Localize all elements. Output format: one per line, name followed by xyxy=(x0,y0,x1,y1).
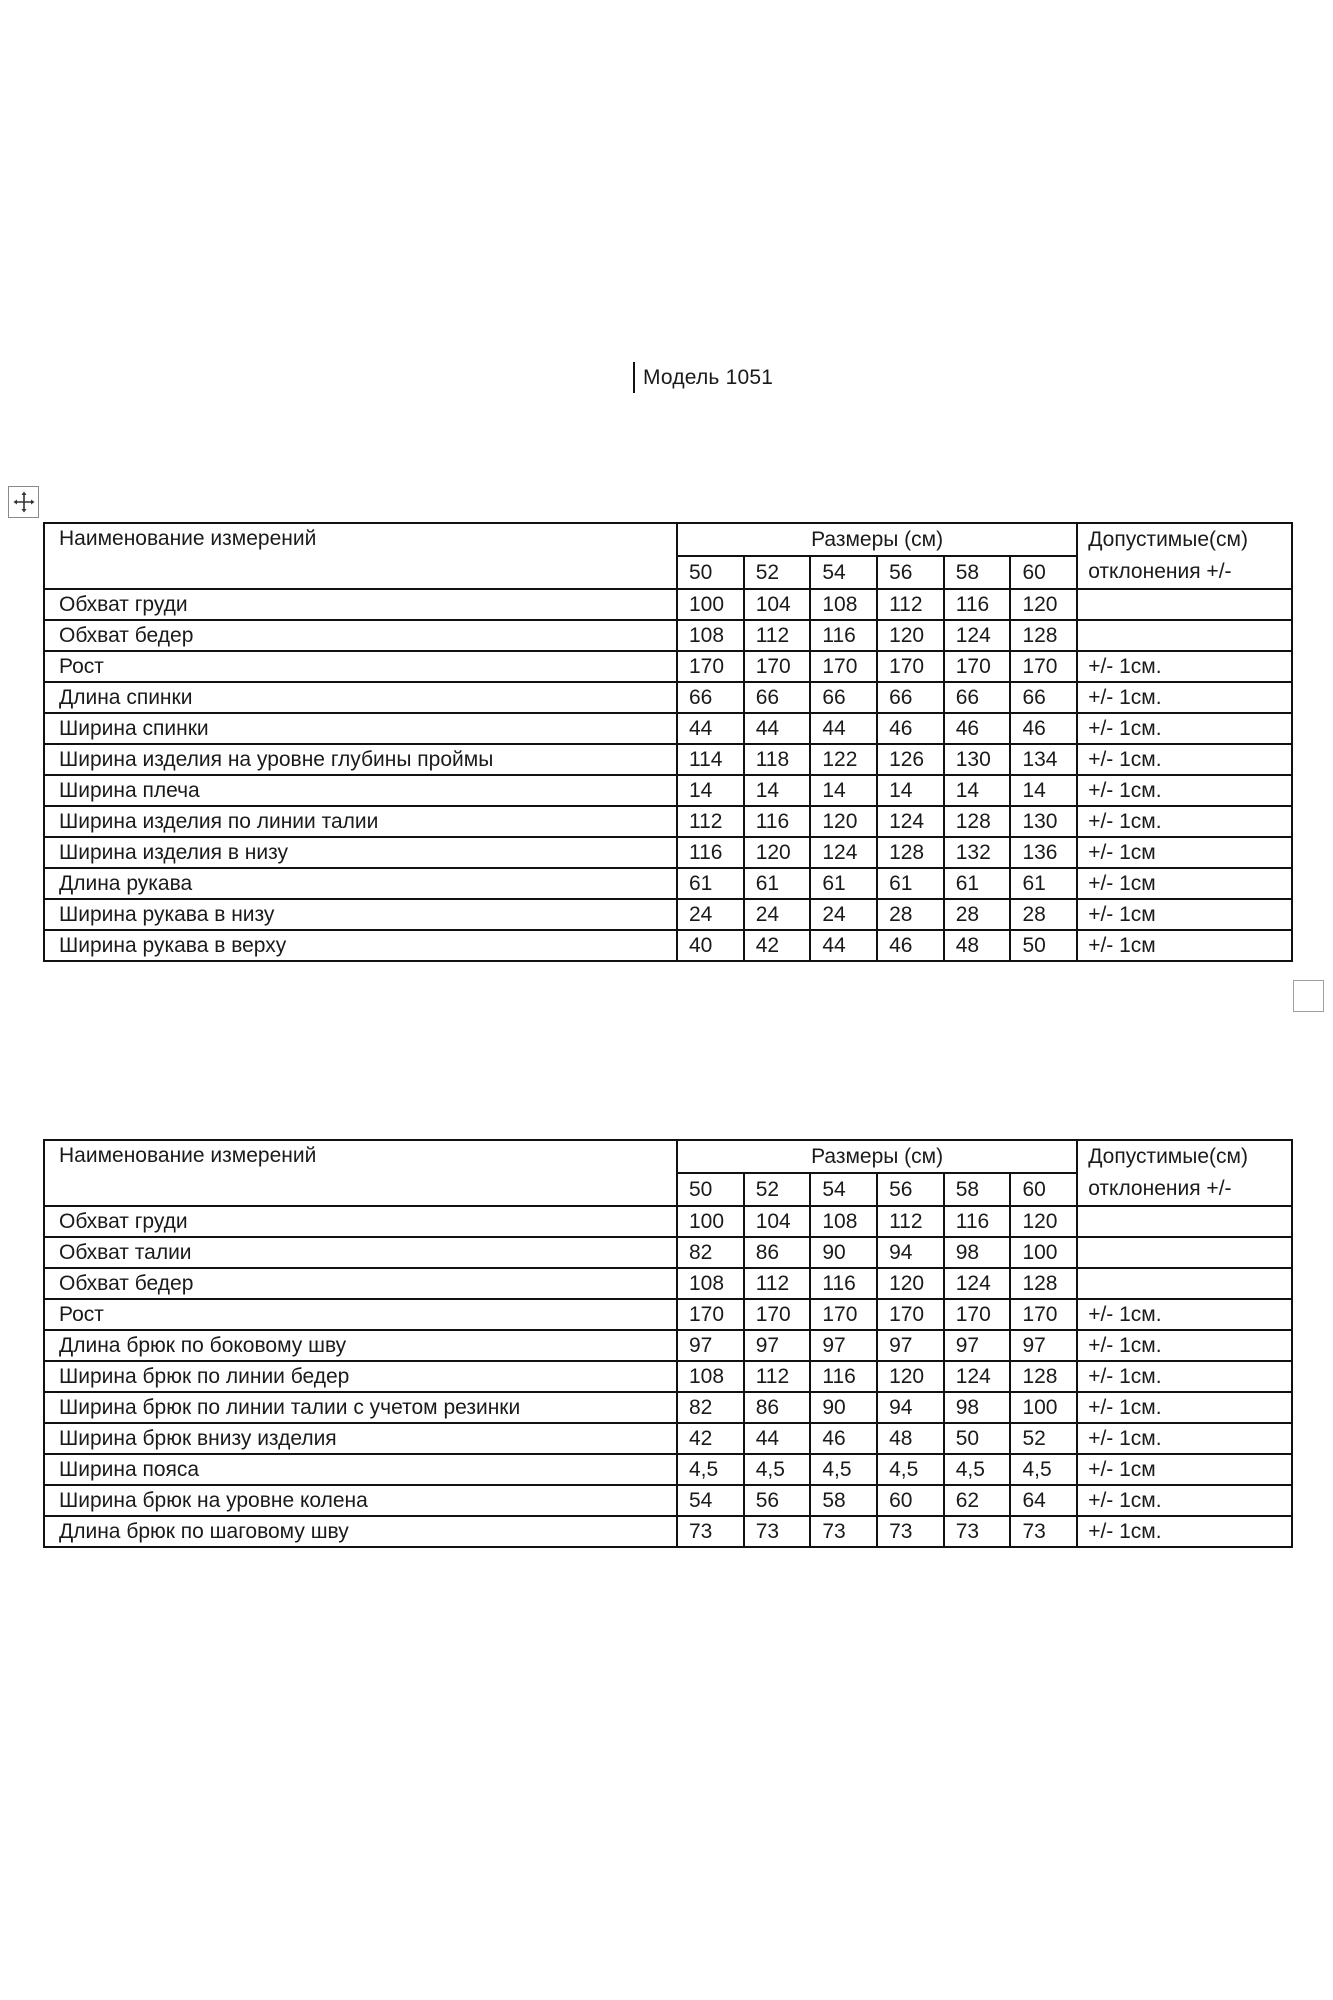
measurement-name: Обхват бедер xyxy=(44,620,677,651)
measurement-value: 73 xyxy=(1010,1516,1077,1547)
measurement-value: 112 xyxy=(877,589,944,620)
measurement-value: 108 xyxy=(677,1361,744,1392)
measurement-value: 97 xyxy=(877,1330,944,1361)
measurement-value: 120 xyxy=(877,1268,944,1299)
measurement-value: 61 xyxy=(944,868,1011,899)
measurement-value: 61 xyxy=(677,868,744,899)
measurement-name: Ширина пояса xyxy=(44,1454,677,1485)
tolerance-value xyxy=(1077,620,1292,651)
size-header-cell: 58 xyxy=(944,1173,1011,1206)
measurement-name: Ширина изделия в низу xyxy=(44,837,677,868)
table-move-handle[interactable] xyxy=(8,486,39,518)
measurement-value: 40 xyxy=(677,930,744,961)
measurement-value: 134 xyxy=(1010,744,1077,775)
table-row xyxy=(44,899,1292,930)
measurements-table-top xyxy=(43,522,1293,962)
measurement-value: 14 xyxy=(677,775,744,806)
measurement-value: 170 xyxy=(677,1299,744,1330)
measurement-value: 104 xyxy=(744,1206,811,1237)
tolerance-value xyxy=(1077,1206,1292,1237)
measurement-name: Обхват талии xyxy=(44,1237,677,1268)
measurement-name: Ширина плеча xyxy=(44,775,677,806)
measurement-value: 112 xyxy=(744,1268,811,1299)
tolerance-value: +/- 1см xyxy=(1077,930,1292,961)
measurement-value: 14 xyxy=(810,775,877,806)
measurement-value: 118 xyxy=(744,744,811,775)
measurement-value: 14 xyxy=(877,775,944,806)
tolerance-value: +/- 1см. xyxy=(1077,682,1292,713)
tolerance-value: +/- 1см. xyxy=(1077,651,1292,682)
measurement-value: 170 xyxy=(744,651,811,682)
table-row xyxy=(44,1361,1292,1392)
measurement-value: 124 xyxy=(944,1361,1011,1392)
measurement-value: 128 xyxy=(1010,620,1077,651)
measurement-value: 4,5 xyxy=(677,1454,744,1485)
measurement-name: Ширина рукава в верху xyxy=(44,930,677,961)
measurement-name: Ширина брюк по линии бедер xyxy=(44,1361,677,1392)
tolerance-label-line1: Допустимые(см) xyxy=(1088,1145,1248,1168)
measurement-value: 24 xyxy=(744,899,811,930)
measurement-value: 66 xyxy=(877,682,944,713)
size-header-cell: 56 xyxy=(877,556,944,589)
measurement-value: 116 xyxy=(810,1361,877,1392)
measurement-value: 14 xyxy=(944,775,1011,806)
text-cursor xyxy=(633,362,635,393)
measurement-value: 97 xyxy=(1010,1330,1077,1361)
measurement-value: 100 xyxy=(1010,1237,1077,1268)
measurement-value: 108 xyxy=(677,620,744,651)
table-row xyxy=(44,1392,1292,1423)
measurement-value: 120 xyxy=(810,806,877,837)
measurement-value: 66 xyxy=(677,682,744,713)
measurement-value: 120 xyxy=(1010,589,1077,620)
measurement-value: 97 xyxy=(744,1330,811,1361)
measurement-value: 4,5 xyxy=(744,1454,811,1485)
table-resize-handle[interactable] xyxy=(1293,980,1324,1012)
measurement-value: 73 xyxy=(944,1516,1011,1547)
size-header-cell: 58 xyxy=(944,556,1011,589)
measurement-name: Обхват груди xyxy=(44,1206,677,1237)
measurement-value: 116 xyxy=(810,1268,877,1299)
measurement-value: 58 xyxy=(810,1485,877,1516)
measurement-name: Ширина изделия на уровне глубины проймы xyxy=(44,744,677,775)
measurement-value: 170 xyxy=(1010,1299,1077,1330)
measurement-name: Ширина спинки xyxy=(44,713,677,744)
table-row xyxy=(44,1299,1292,1330)
measurement-value: 46 xyxy=(944,713,1011,744)
measurement-value: 170 xyxy=(944,651,1011,682)
measurement-name: Обхват груди xyxy=(44,589,677,620)
measurement-value: 108 xyxy=(810,589,877,620)
measurement-value: 112 xyxy=(677,806,744,837)
header-tolerance xyxy=(1077,523,1292,589)
size-header-cell: 52 xyxy=(744,556,811,589)
measurement-value: 61 xyxy=(1010,868,1077,899)
size-header-cell: 56 xyxy=(877,1173,944,1206)
measurement-value: 120 xyxy=(1010,1206,1077,1237)
header-row xyxy=(44,523,1292,556)
table-row xyxy=(44,744,1292,775)
table-row xyxy=(44,775,1292,806)
tolerance-value: +/- 1см xyxy=(1077,868,1292,899)
header-row xyxy=(44,1140,1292,1173)
measurement-value: 108 xyxy=(810,1206,877,1237)
measurement-value: 48 xyxy=(877,1423,944,1454)
tolerance-value: +/- 1см. xyxy=(1077,775,1292,806)
measurement-value: 170 xyxy=(810,651,877,682)
measurement-value: 100 xyxy=(677,1206,744,1237)
tolerance-value xyxy=(1077,1237,1292,1268)
measurement-name: Длина рукава xyxy=(44,868,677,899)
table-row xyxy=(44,1206,1292,1237)
measurement-value: 61 xyxy=(744,868,811,899)
measurement-value: 104 xyxy=(744,589,811,620)
tolerance-value: +/- 1см xyxy=(1077,1454,1292,1485)
measurement-value: 114 xyxy=(677,744,744,775)
measurement-value: 73 xyxy=(677,1516,744,1547)
measurement-value: 66 xyxy=(1010,682,1077,713)
measurement-value: 94 xyxy=(877,1237,944,1268)
table-row xyxy=(44,1330,1292,1361)
measurement-value: 46 xyxy=(1010,713,1077,744)
measurement-name: Длина брюк по боковому шву xyxy=(44,1330,677,1361)
measurement-value: 128 xyxy=(877,837,944,868)
tolerance-value: +/- 1см xyxy=(1077,899,1292,930)
measurement-value: 52 xyxy=(1010,1423,1077,1454)
table-row xyxy=(44,1237,1292,1268)
measurement-value: 90 xyxy=(810,1237,877,1268)
measurement-value: 46 xyxy=(877,930,944,961)
size-header-cell: 50 xyxy=(677,556,744,589)
measurement-value: 24 xyxy=(810,899,877,930)
measurement-value: 98 xyxy=(944,1237,1011,1268)
measurement-value: 97 xyxy=(810,1330,877,1361)
table-row xyxy=(44,1454,1292,1485)
measurement-value: 66 xyxy=(744,682,811,713)
measurement-value: 44 xyxy=(744,1423,811,1454)
table-row xyxy=(44,806,1292,837)
measurement-value: 46 xyxy=(877,713,944,744)
measurement-value: 4,5 xyxy=(1010,1454,1077,1485)
measurement-value: 46 xyxy=(810,1423,877,1454)
measurement-value: 82 xyxy=(677,1237,744,1268)
measurement-value: 86 xyxy=(744,1237,811,1268)
measurement-value: 116 xyxy=(744,806,811,837)
measurement-value: 73 xyxy=(744,1516,811,1547)
size-header-cell: 54 xyxy=(810,556,877,589)
table-row xyxy=(44,620,1292,651)
measurement-value: 44 xyxy=(677,713,744,744)
measurement-value: 98 xyxy=(944,1392,1011,1423)
measurement-value: 124 xyxy=(877,806,944,837)
measurement-value: 128 xyxy=(944,806,1011,837)
measurement-value: 66 xyxy=(944,682,1011,713)
measurement-value: 170 xyxy=(677,651,744,682)
tolerance-label-line2: отклонения +/- xyxy=(1088,1177,1232,1200)
measurement-name: Обхват бедер xyxy=(44,1268,677,1299)
measurement-value: 170 xyxy=(810,1299,877,1330)
measurement-value: 130 xyxy=(944,744,1011,775)
measurement-value: 14 xyxy=(744,775,811,806)
measurement-value: 124 xyxy=(944,620,1011,651)
measurement-value: 170 xyxy=(944,1299,1011,1330)
table-row xyxy=(44,682,1292,713)
measurement-name: Длина брюк по шаговому шву xyxy=(44,1516,677,1547)
measurement-value: 66 xyxy=(810,682,877,713)
measurement-value: 112 xyxy=(744,1361,811,1392)
tolerance-value: +/- 1см. xyxy=(1077,744,1292,775)
size-header-cell: 60 xyxy=(1010,556,1077,589)
document-title xyxy=(633,362,773,393)
table-row xyxy=(44,1423,1292,1454)
measurements-table-bottom xyxy=(43,1139,1293,1548)
table-row xyxy=(44,651,1292,682)
tolerance-value: +/- 1см. xyxy=(1077,1361,1292,1392)
measurement-value: 28 xyxy=(877,899,944,930)
measurement-value: 100 xyxy=(677,589,744,620)
measurement-value: 54 xyxy=(677,1485,744,1516)
measurement-value: 56 xyxy=(744,1485,811,1516)
measurement-value: 64 xyxy=(1010,1485,1077,1516)
measurement-value: 170 xyxy=(744,1299,811,1330)
tolerance-value: +/- 1см. xyxy=(1077,1392,1292,1423)
measurement-name: Ширина изделия по линии талии xyxy=(44,806,677,837)
measurement-value: 44 xyxy=(744,713,811,744)
measurement-value: 94 xyxy=(877,1392,944,1423)
measurement-value: 170 xyxy=(877,651,944,682)
tolerance-value: +/- 1см. xyxy=(1077,1423,1292,1454)
table-row xyxy=(44,868,1292,899)
measurement-name: Ширина брюк внизу изделия xyxy=(44,1423,677,1454)
move-arrows-icon xyxy=(12,490,36,514)
table-row xyxy=(44,1516,1292,1547)
measurement-value: 44 xyxy=(810,713,877,744)
measurement-value: 82 xyxy=(677,1392,744,1423)
measurement-value: 116 xyxy=(677,837,744,868)
measurement-value: 112 xyxy=(877,1206,944,1237)
measurement-value: 120 xyxy=(877,620,944,651)
measurement-value: 124 xyxy=(944,1268,1011,1299)
measurement-value: 50 xyxy=(944,1423,1011,1454)
measurement-value: 170 xyxy=(877,1299,944,1330)
measurement-value: 4,5 xyxy=(944,1454,1011,1485)
measurement-value: 62 xyxy=(944,1485,1011,1516)
tolerance-value: +/- 1см. xyxy=(1077,1485,1292,1516)
header-sizes: Размеры (см) xyxy=(677,1140,1077,1173)
size-header-cell: 50 xyxy=(677,1173,744,1206)
measurement-value: 130 xyxy=(1010,806,1077,837)
measurement-value: 116 xyxy=(810,620,877,651)
measurement-value: 50 xyxy=(1010,930,1077,961)
measurement-value: 116 xyxy=(944,1206,1011,1237)
table-row xyxy=(44,930,1292,961)
measurement-value: 4,5 xyxy=(877,1454,944,1485)
measurement-value: 73 xyxy=(810,1516,877,1547)
measurement-name: Рост xyxy=(44,1299,677,1330)
measurement-value: 97 xyxy=(944,1330,1011,1361)
measurement-value: 116 xyxy=(944,589,1011,620)
measurement-value: 128 xyxy=(1010,1268,1077,1299)
measurement-value: 120 xyxy=(877,1361,944,1392)
measurement-value: 42 xyxy=(677,1423,744,1454)
table-row xyxy=(44,837,1292,868)
header-sizes: Размеры (см) xyxy=(677,523,1077,556)
measurement-value: 28 xyxy=(944,899,1011,930)
measurement-value: 112 xyxy=(744,620,811,651)
measurement-value: 90 xyxy=(810,1392,877,1423)
measurement-value: 132 xyxy=(944,837,1011,868)
size-header-cell: 52 xyxy=(744,1173,811,1206)
measurement-value: 124 xyxy=(810,837,877,868)
size-header-cell: 54 xyxy=(810,1173,877,1206)
measurement-value: 122 xyxy=(810,744,877,775)
tolerance-value xyxy=(1077,1268,1292,1299)
tolerance-value: +/- 1см. xyxy=(1077,713,1292,744)
measurement-value: 4,5 xyxy=(810,1454,877,1485)
measurement-value: 60 xyxy=(877,1485,944,1516)
measurement-value: 42 xyxy=(744,930,811,961)
measurement-value: 24 xyxy=(677,899,744,930)
measurement-value: 108 xyxy=(677,1268,744,1299)
measurement-value: 61 xyxy=(810,868,877,899)
table-row xyxy=(44,589,1292,620)
tolerance-value: +/- 1см. xyxy=(1077,806,1292,837)
measurement-value: 136 xyxy=(1010,837,1077,868)
measurement-value: 120 xyxy=(744,837,811,868)
tolerance-value: +/- 1см. xyxy=(1077,1330,1292,1361)
measurement-value: 48 xyxy=(944,930,1011,961)
measurement-value: 86 xyxy=(744,1392,811,1423)
tolerance-value: +/- 1см. xyxy=(1077,1299,1292,1330)
tolerance-value xyxy=(1077,589,1292,620)
table-row xyxy=(44,1485,1292,1516)
measurement-value: 73 xyxy=(877,1516,944,1547)
table-row xyxy=(44,1268,1292,1299)
measurement-name: Ширина рукава в низу xyxy=(44,899,677,930)
measurement-name: Рост xyxy=(44,651,677,682)
measurement-name: Длина спинки xyxy=(44,682,677,713)
tolerance-value: +/- 1см. xyxy=(1077,1516,1292,1547)
tolerance-value: +/- 1см xyxy=(1077,837,1292,868)
measurement-value: 14 xyxy=(1010,775,1077,806)
table-row xyxy=(44,713,1292,744)
tolerance-label-line1: Допустимые(см) xyxy=(1088,528,1248,551)
measurement-value: 170 xyxy=(1010,651,1077,682)
measurement-name: Ширина брюк по линии талии с учетом резинки xyxy=(44,1392,677,1423)
size-header-cell: 60 xyxy=(1010,1173,1077,1206)
model-title: Модель 1051 xyxy=(643,365,774,389)
measurement-value: 100 xyxy=(1010,1392,1077,1423)
measurement-value: 61 xyxy=(877,868,944,899)
measurement-value: 126 xyxy=(877,744,944,775)
measurement-name: Ширина брюк на уровне колена xyxy=(44,1485,677,1516)
measurement-value: 97 xyxy=(677,1330,744,1361)
measurement-value: 128 xyxy=(1010,1361,1077,1392)
header-measurement-name: Наименование измерений xyxy=(44,523,677,589)
header-measurement-name: Наименование измерений xyxy=(44,1140,677,1206)
header-tolerance xyxy=(1077,1140,1292,1206)
measurement-value: 44 xyxy=(810,930,877,961)
tolerance-label-line2: отклонения +/- xyxy=(1088,560,1232,583)
measurement-value: 28 xyxy=(1010,899,1077,930)
